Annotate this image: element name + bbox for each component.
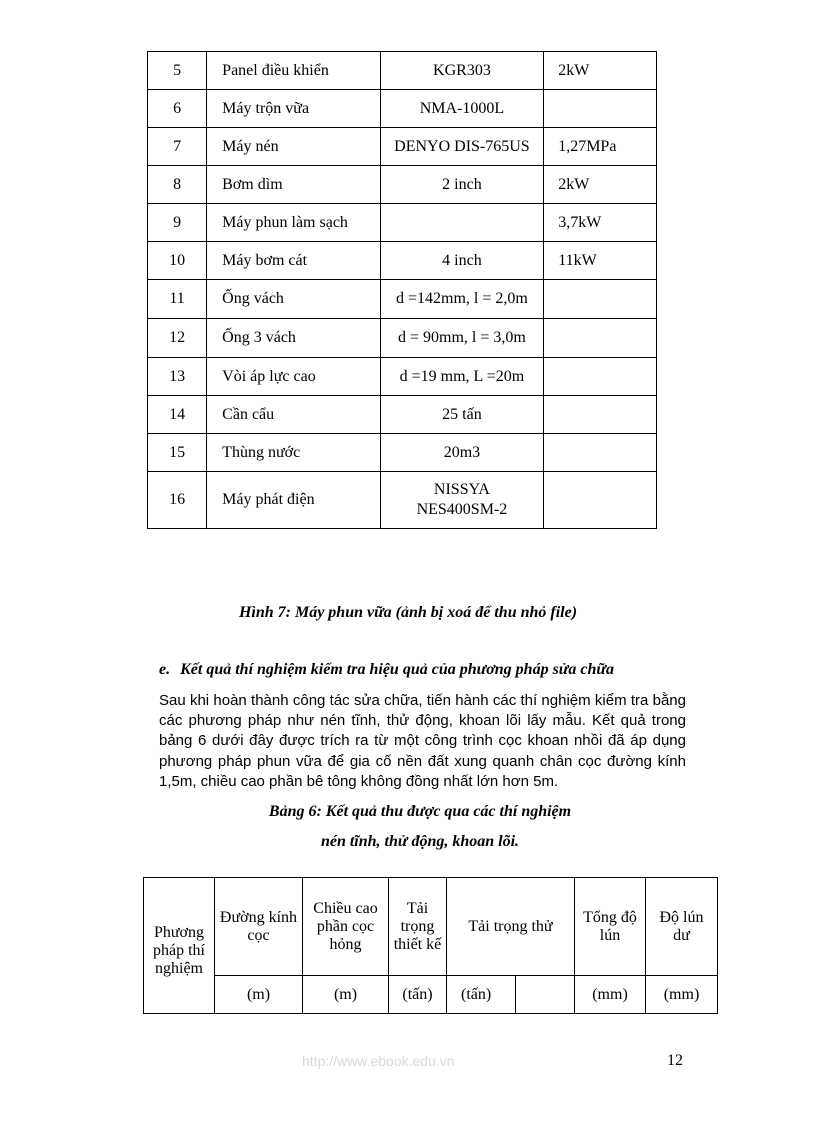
equipment-model: d =142mm, l = 2,0m	[380, 280, 544, 319]
body-paragraph: Sau khi hoàn thành công tác sửa chữa, tiến hành các thí nghiệm kiểm tra bằng các phương pháp như nén tĩnh, thử động, khoan lõi lấy mẫu. Kết quả trong bảng 6 dưới đây được trích ra từ một công trình cọc khoan nhồi đã áp dụng phương pháp phun vữa để gia cố nền đất xung quanh chân cọc đường kính 1,5m, chiều cao phần bê tông không đồng nhất lớn hơn 5m.	[159, 692, 686, 790]
section-heading	[159, 661, 614, 679]
row-number: 9	[148, 204, 207, 242]
table-row	[148, 52, 657, 90]
equipment-model-line-2: NES400SM-2	[416, 501, 508, 518]
header-design-load: Tải trọng thiết kế	[389, 878, 447, 976]
unit-test-load: (tấn)	[447, 976, 516, 1014]
equipment-name: Máy trộn vữa	[207, 90, 380, 128]
equipment-model-line-1: NISSYA	[433, 481, 490, 498]
unit-diameter: (m)	[215, 976, 303, 1014]
section-title: Kết quả thí nghiệm kiểm tra hiệu quả của phương pháp sửa chữa	[180, 661, 614, 678]
equipment-model: d = 90mm, l = 3,0m	[380, 319, 544, 358]
table-row	[148, 472, 657, 529]
equipment-name: Máy bơm cát	[207, 242, 380, 280]
unit-residual-settlement: (mm)	[646, 976, 718, 1014]
equipment-name: Ống 3 vách	[207, 319, 380, 358]
figure-caption: Hình 7: Máy phun vữa (ảnh bị xoá để thu nhỏ file)	[238, 604, 578, 621]
table-row	[148, 280, 657, 319]
equipment-name: Máy nén	[207, 128, 380, 166]
table-row	[148, 358, 657, 396]
equipment-name: Ống vách	[207, 280, 380, 319]
row-number: 10	[148, 242, 207, 280]
unit-total-settlement: (mm)	[575, 976, 646, 1014]
row-number: 11	[148, 280, 207, 319]
table-row	[148, 242, 657, 280]
row-number: 16	[148, 472, 207, 529]
equipment-spec: 2kW	[544, 52, 657, 90]
equipment-name: Panel điều khiển	[207, 52, 380, 90]
equipment-spec	[544, 90, 657, 128]
equipment-spec: 1,27MPa	[544, 128, 657, 166]
equipment-model	[380, 472, 544, 529]
equipment-spec	[544, 319, 657, 358]
header-diameter: Đường kính cọc	[215, 878, 303, 976]
equipment-name: Máy phát điện	[207, 472, 380, 529]
equipment-model: 2 inch	[380, 166, 544, 204]
unit-test-load-2	[516, 976, 575, 1014]
table-row	[148, 128, 657, 166]
row-number: 14	[148, 396, 207, 434]
equipment-spec: 2kW	[544, 166, 657, 204]
equipment-model	[380, 204, 544, 242]
equipment-name: Thùng nước	[207, 434, 380, 472]
header-total-settlement: Tổng độ lún	[575, 878, 646, 976]
table-row	[148, 434, 657, 472]
table-row	[148, 90, 657, 128]
row-number: 8	[148, 166, 207, 204]
table-row	[148, 204, 657, 242]
equipment-spec	[544, 396, 657, 434]
equipment-spec	[544, 472, 657, 529]
row-number: 15	[148, 434, 207, 472]
equipment-name: Máy phun làm sạch	[207, 204, 380, 242]
results-table	[143, 877, 718, 1014]
equipment-model: 20m3	[380, 434, 544, 472]
unit-design-load: (tấn)	[389, 976, 447, 1014]
equipment-model: DENYO DIS-765US	[380, 128, 544, 166]
equipment-table	[147, 51, 657, 529]
equipment-model: KGR303	[380, 52, 544, 90]
equipment-spec: 11kW	[544, 242, 657, 280]
page-number: 12	[667, 1052, 683, 1069]
equipment-name: Bơm dìm	[207, 166, 380, 204]
equipment-model: NMA-1000L	[380, 90, 544, 128]
table-row	[148, 319, 657, 358]
row-number: 5	[148, 52, 207, 90]
equipment-model: 4 inch	[380, 242, 544, 280]
table-row	[148, 166, 657, 204]
row-number: 13	[148, 358, 207, 396]
header-residual-settlement: Độ lún dư	[646, 878, 718, 976]
header-test-load: Tải trọng thử	[447, 878, 575, 976]
table-caption-line-2: nén tĩnh, thử động, khoan lõi.	[320, 833, 520, 850]
equipment-name: Vòi áp lực cao	[207, 358, 380, 396]
footer-url: http://www.ebook.edu.vn	[302, 1053, 455, 1069]
units-row	[144, 976, 718, 1014]
equipment-model: d =19 mm, L =20m	[380, 358, 544, 396]
table-row	[148, 396, 657, 434]
row-number: 12	[148, 319, 207, 358]
equipment-spec: 3,7kW	[544, 204, 657, 242]
unit-damaged-height: (m)	[303, 976, 389, 1014]
equipment-spec	[544, 434, 657, 472]
equipment-name: Cần cẩu	[207, 396, 380, 434]
section-marker: e.	[159, 661, 171, 678]
equipment-spec	[544, 280, 657, 319]
equipment-model: 25 tấn	[380, 396, 544, 434]
header-damaged-height: Chiều cao phần cọc hỏng	[303, 878, 389, 976]
header-row	[144, 878, 718, 976]
header-method: Phương pháp thí nghiệm	[144, 878, 215, 1014]
equipment-spec	[544, 358, 657, 396]
row-number: 7	[148, 128, 207, 166]
row-number: 6	[148, 90, 207, 128]
table-caption-line-1: Bảng 6: Kết quả thu được qua các thí nghiệm	[268, 803, 572, 820]
